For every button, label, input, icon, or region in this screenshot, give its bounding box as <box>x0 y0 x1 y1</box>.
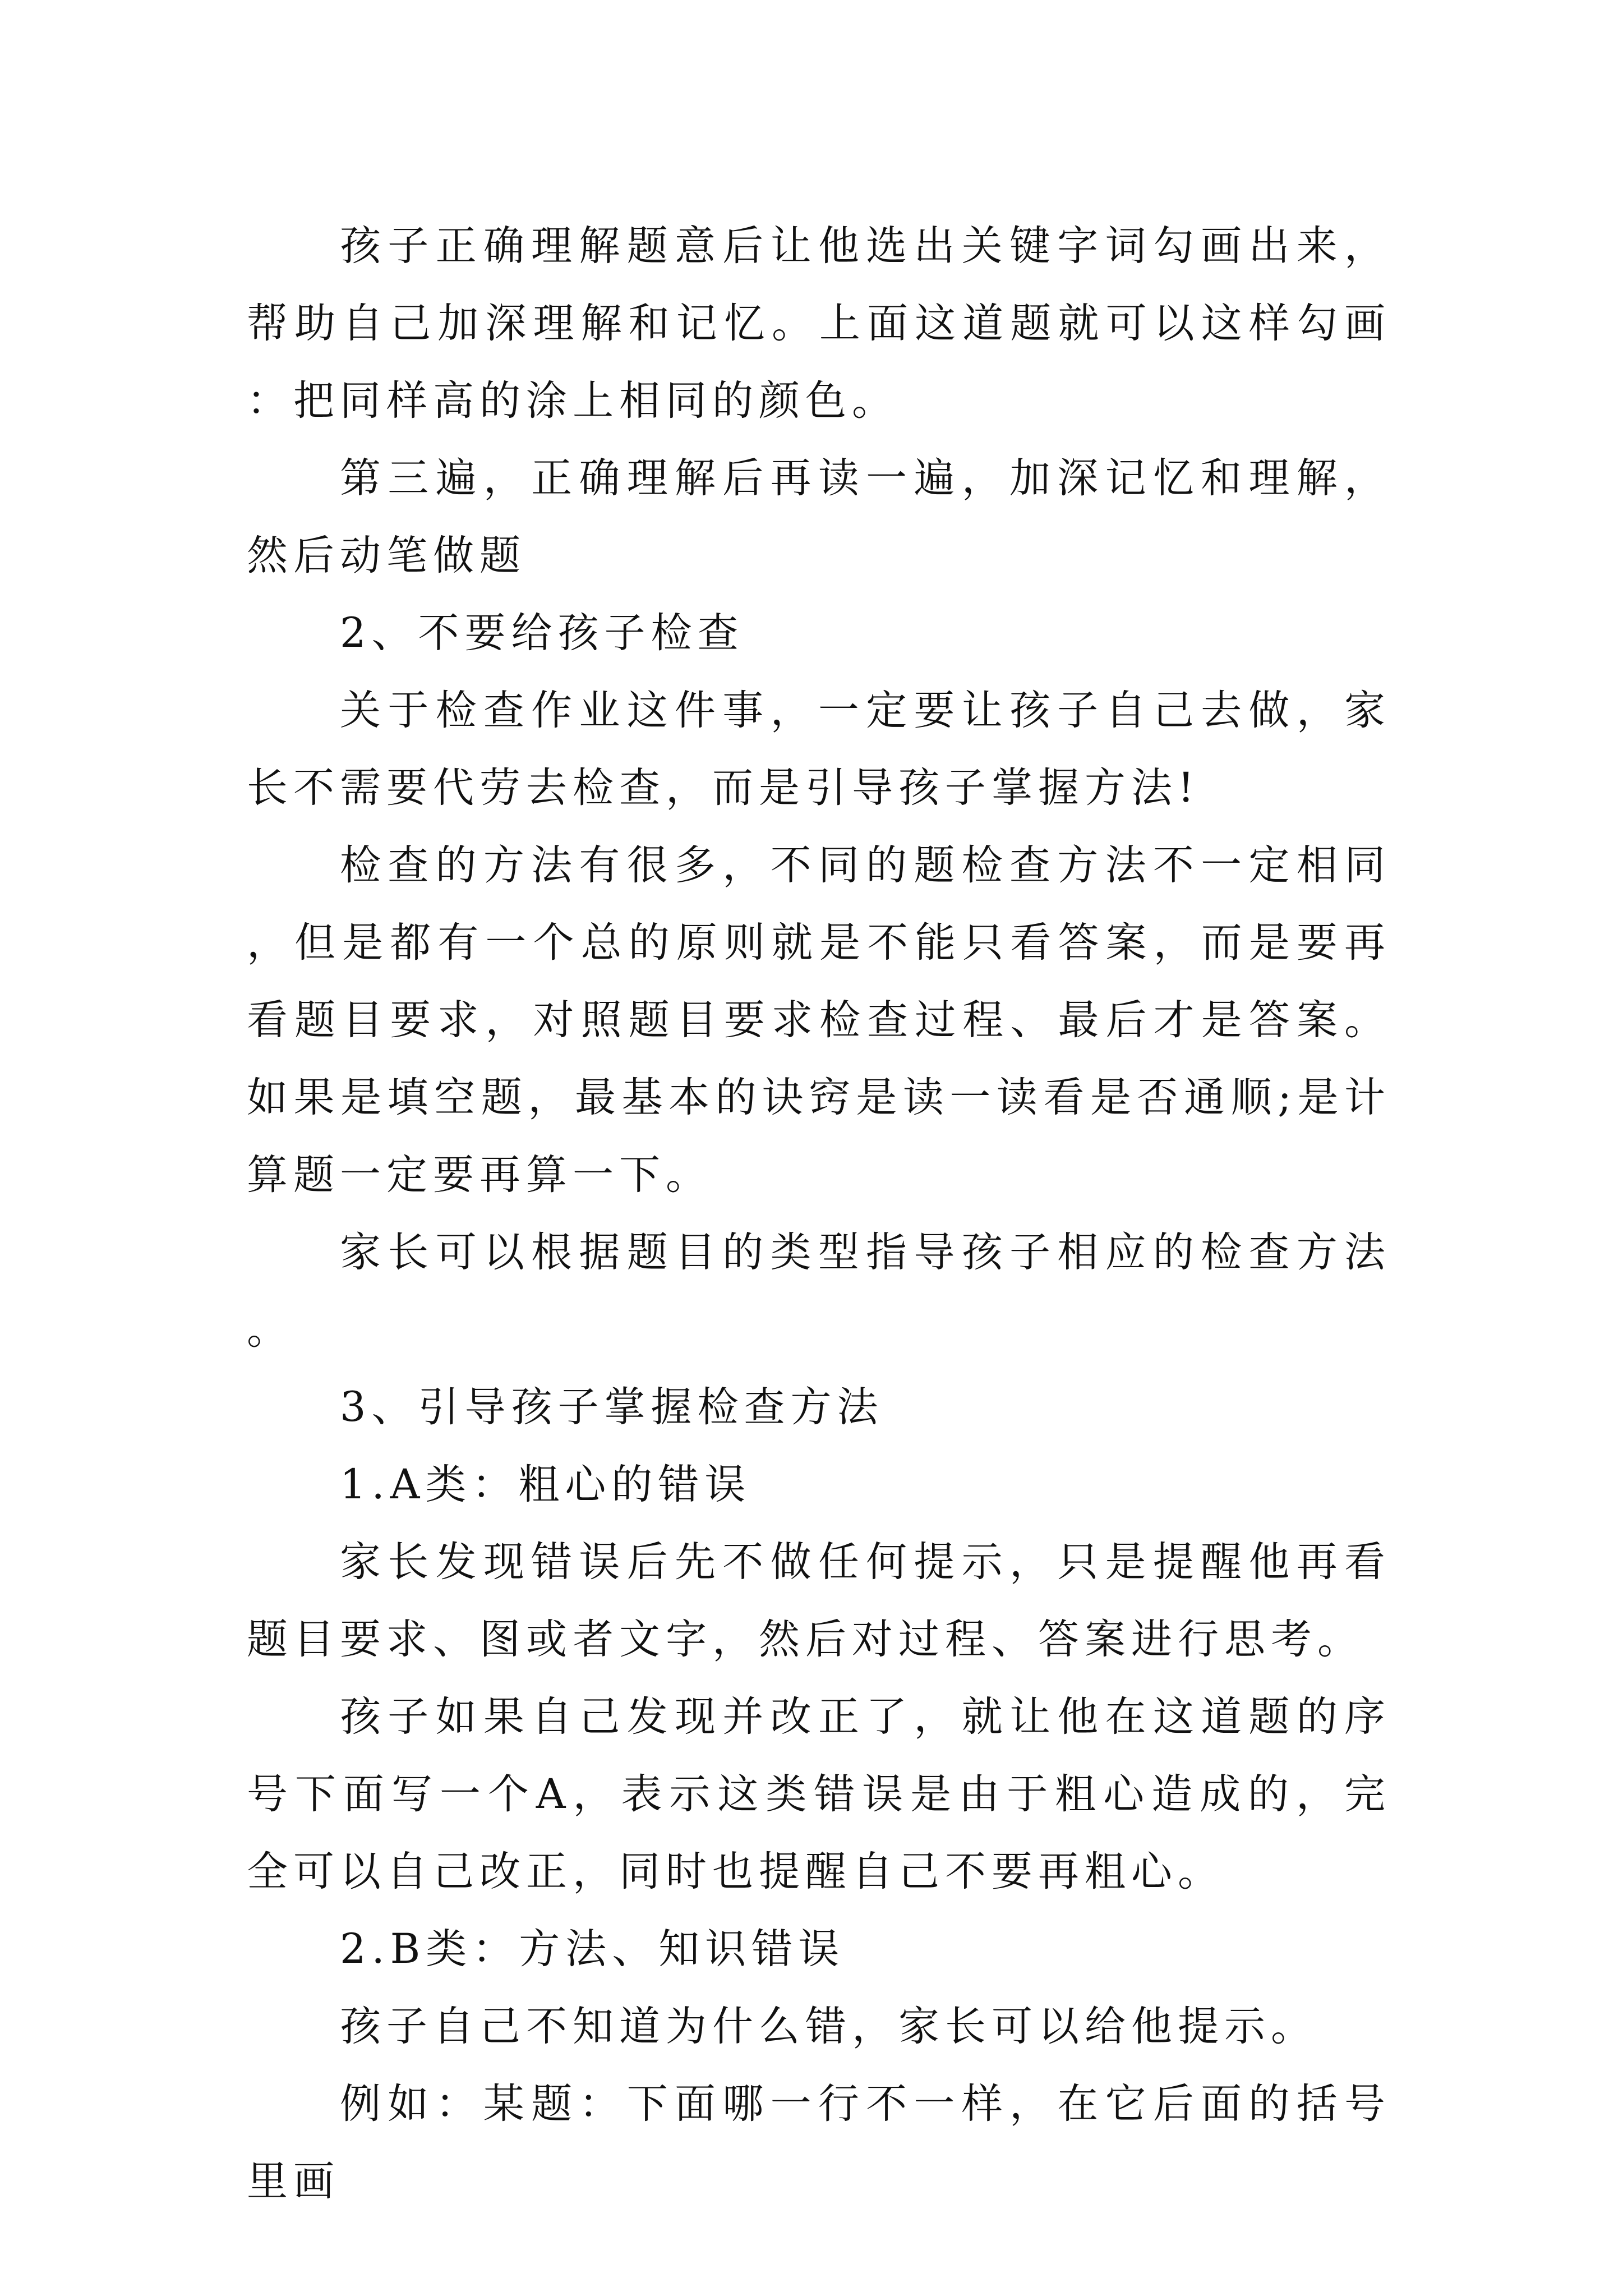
paragraph: 家长发现错误后先不做任何提示，只是提醒他再看题目要求、图或者文字，然后对过程、答案进行思考。 <box>247 1538 1391 1663</box>
paragraph: 孩子如果自己发现并改正了，就让他在这道题的序号下面写一个A，表示这类错误是由于粗心造成的，完全可以自己改正，同时也提醒自己不要再粗心。 <box>247 1693 1391 1895</box>
subsection-heading: 1.A类：粗心的错误 <box>340 1461 751 1508</box>
section-heading: 2、不要给孩子检查 <box>340 609 744 657</box>
paragraph: 家长可以根据题目的类型指导孩子相应的检查方法。 <box>247 1228 1391 1354</box>
paragraph: 关于检查作业这件事，一定要让孩子自己去做，家长不需要代劳去检查，而是引导孩子掌握方法! <box>247 687 1391 812</box>
document-body <box>247 208 1391 2220</box>
subsection-heading: 2.B类：方法、知识错误 <box>340 1925 845 1973</box>
paragraph: 检查的方法有很多，不同的题检查方法不一定相同，但是都有一个总的原则就是不能只看答案，而是要再看题目要求，对照题目要求检查过程、最后才是答案。如果是填空题，最基本的诀窍是读一读看是否通顺;是计算题一定要再算一下。 <box>247 841 1391 1199</box>
paragraph: 孩子正确理解题意后让他选出关键字词勾画出来，帮助自己加深理解和记忆。上面这道题就可以这样勾画：把同样高的涂上相同的颜色。 <box>247 222 1391 425</box>
paragraph: 孩子自己不知道为什么错，家长可以给他提示。 <box>340 2003 1317 2050</box>
section-heading: 3、引导孩子掌握检查方法 <box>340 1383 884 1431</box>
paragraph: 例如：某题：下面哪一行不一样，在它后面的括号里画 <box>247 2080 1391 2205</box>
paragraph: 第三遍，正确理解后再读一遍，加深记忆和理解，然后动笔做题 <box>247 454 1391 579</box>
